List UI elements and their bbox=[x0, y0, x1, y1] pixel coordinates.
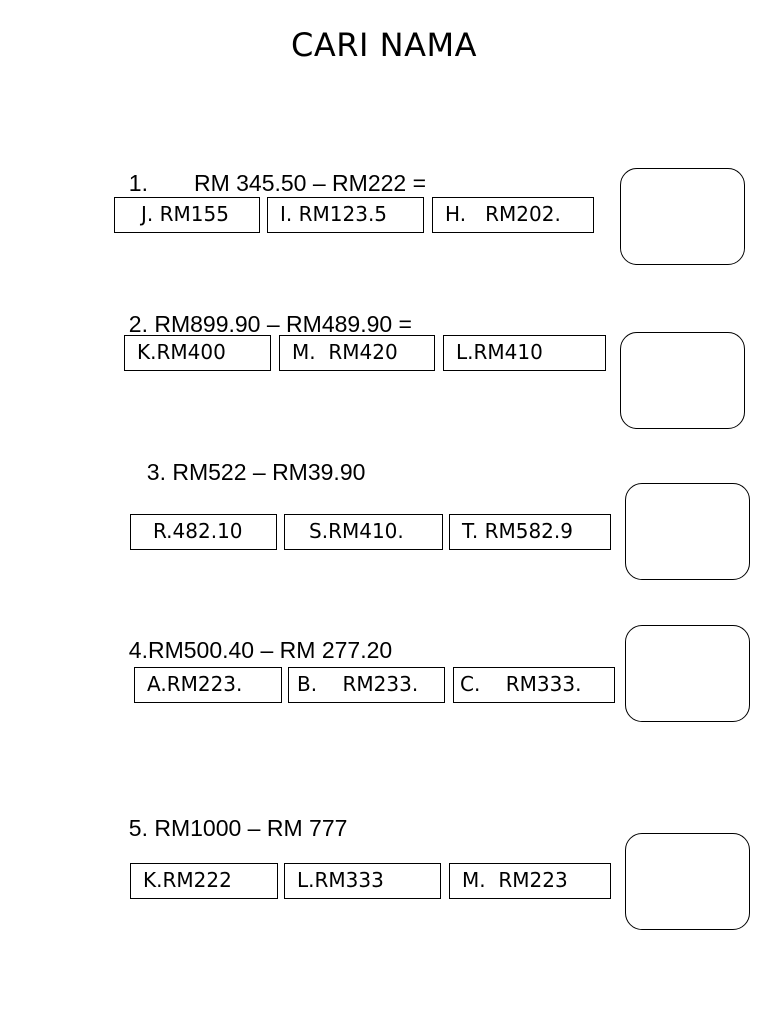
question-number: 3. bbox=[146, 459, 166, 485]
option-c[interactable]: C. RM333. bbox=[453, 667, 615, 703]
answer-box-3[interactable] bbox=[625, 483, 750, 580]
option-t[interactable]: T. RM582.9 bbox=[449, 514, 611, 550]
question-4 bbox=[116, 610, 392, 664]
question-number: 5. bbox=[128, 815, 148, 841]
option-j[interactable]: J. RM155 bbox=[114, 197, 260, 233]
option-k[interactable]: K.RM222 bbox=[130, 863, 278, 899]
question-number: 4. bbox=[128, 637, 148, 663]
option-l[interactable]: L.RM410 bbox=[443, 335, 606, 371]
answer-box-4[interactable] bbox=[625, 625, 750, 722]
question-expression: RM 345.50 – RM222 = bbox=[193, 170, 427, 196]
option-r[interactable]: R.482.10 bbox=[130, 514, 277, 550]
option-i[interactable]: I. RM123.5 bbox=[267, 197, 424, 233]
worksheet-title: CARI NAMA bbox=[291, 26, 477, 64]
question-number: 1. bbox=[128, 170, 148, 196]
option-k[interactable]: K.RM400 bbox=[124, 335, 271, 371]
question-3 bbox=[134, 432, 365, 486]
answer-box-5[interactable] bbox=[625, 833, 750, 930]
question-expression: RM1000 – RM 777 bbox=[154, 815, 348, 841]
answer-box-2[interactable] bbox=[620, 332, 745, 429]
question-1 bbox=[116, 143, 426, 197]
option-s[interactable]: S.RM410. bbox=[284, 514, 443, 550]
option-a[interactable]: A.RM223. bbox=[134, 667, 282, 703]
option-b[interactable]: B. RM233. bbox=[288, 667, 445, 703]
question-2 bbox=[116, 284, 412, 338]
question-expression: RM500.40 – RM 277.20 bbox=[147, 637, 393, 663]
question-number: 2. bbox=[128, 311, 148, 337]
option-m[interactable]: M. RM420 bbox=[279, 335, 435, 371]
option-h[interactable]: H. RM202. bbox=[432, 197, 594, 233]
question-5 bbox=[116, 788, 347, 842]
answer-box-1[interactable] bbox=[620, 168, 745, 265]
option-l[interactable]: L.RM333 bbox=[284, 863, 441, 899]
question-expression: RM522 – RM39.90 bbox=[172, 459, 366, 485]
option-m[interactable]: M. RM223 bbox=[449, 863, 611, 899]
question-expression: RM899.90 – RM489.90 = bbox=[154, 311, 412, 337]
